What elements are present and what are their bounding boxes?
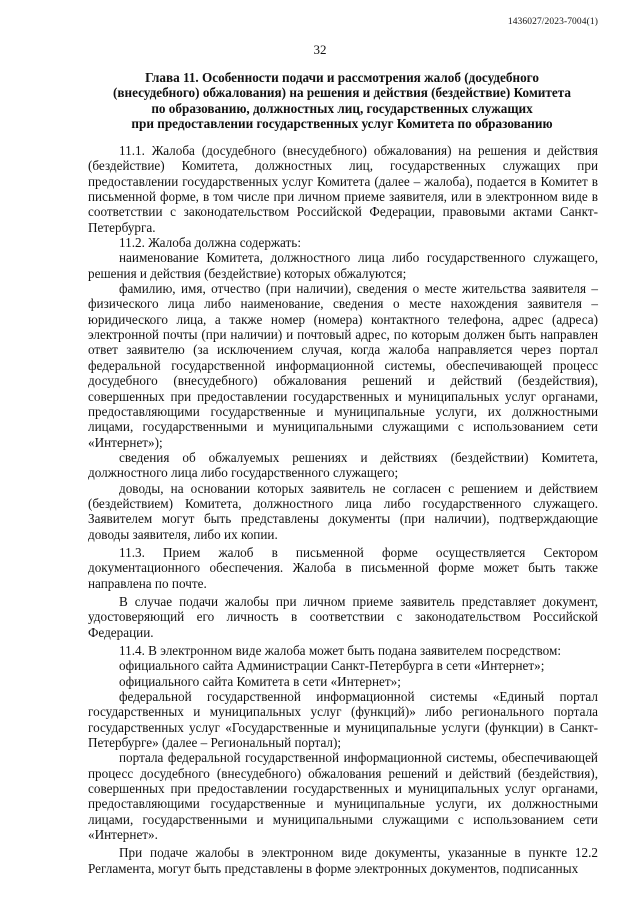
document-body	[88, 143, 598, 876]
chapter-title	[88, 70, 596, 132]
list-item: федеральной государственной информационной системы «Единый портал государственных и муниципальных услуг (функций)» либо регионального портала государственных услуг «Государственные и муниципальные услуги (функции) в Санкт-Петербурге» (далее – Региональный портал);	[88, 689, 598, 751]
paragraph: наименование Комитета, должностного лица либо государственного служащего, решения и действия (бездействие) которых обжалуются;	[88, 250, 598, 281]
chapter-title-line: (внесудебного) обжалования) на решения и действия (бездействие) Комитета	[113, 85, 571, 101]
paragraph: фамилию, имя, отчество (при наличии), сведения о месте жительства заявителя – физического лица либо наименование, сведения о месте нахождения заявителя – юридического лица, а также номер (номера) контактного телефона, адрес (адреса) электронной почты (при наличии) и почтовый адрес, по которым должен быть направлен ответ заявителю (за исключением случая, когда жалоба направляется через портал федеральной государственной информационной системы, обеспечивающей процесс досудебного (внесудебного) обжалования решений и действий (бездействия), совершенных при предоставлении государственных и муниципальных услуг органами, предоставляющими государственные и муниципальные услуги, их должностными лицами, государственными и муниципальными служащими с использованием сети «Интернет»);	[88, 281, 598, 450]
chapter-title-line: при предоставлении государственных услуг Комитета по образованию	[131, 116, 553, 132]
page-number: 32	[313, 42, 327, 57]
list-item: официального сайта Комитета в сети «Интернет»;	[119, 673, 401, 689]
chapter-title-line: Глава 11. Особенности подачи и рассмотрения жалоб (досудебного	[145, 70, 539, 85]
paragraph-11-4: 11.4. В электронном виде жалоба может быть подана заявителем посредством:	[119, 643, 562, 658]
paragraph: сведения об обжалуемых решениях и действиях (бездействии) Комитета, должностного лица либо государственного служащего;	[88, 449, 598, 481]
paragraph: При подаче жалобы в электронном виде документы, указанные в пункте 12.2 Регламента, могут быть представлены в форме электронных документов, подписанных	[88, 845, 598, 876]
paragraph-11-1: 11.1. Жалоба (досудебного (внесудебного) обжалования) на решения и действия (бездействие) Комитета, должностных лиц, государственных служащих при предоставлении государственных услуг Комитета (далее – жалоба), подается в Комитет в письменной форме, в том числе при личном приеме заявителя, или в электронном виде в соответствии с законодательством Российской Федерации, правовыми актами Санкт-Петербурга.	[88, 143, 598, 235]
document-id: 1436027/2023-7004(1)	[507, 17, 598, 27]
list-item: портала федеральной государственной информационной системы, обеспечивающей процесс досудебного (внесудебного) обжалования решений и действий (бездействия), совершенных при предоставлении государственных и муниципальных услуг органами, предоставляющими государственные и муниципальные услуги, их должностными лицами, государственными и муниципальными служащими с использованием сети «Интернет».	[88, 750, 598, 843]
paragraph: доводы, на основании которых заявитель не согласен с решением и действием (бездействием) Комитета, должностного лица либо государственного служащего. Заявителем могут быть представлены документы (при наличии), подтверждающие доводы заявителя, либо их копии.	[88, 480, 598, 542]
paragraph-11-3: 11.3. Прием жалоб в письменной форме осуществляется Сектором документационного обеспечения. Жалоба в письменной форме может быть также направлена по почте.	[88, 544, 598, 591]
paragraph: В случае подачи жалобы при личном приеме заявитель представляет документ, удостоверяющий его личность в соответствии с законодательством Российской Федерации.	[88, 593, 598, 640]
list-item: официального сайта Администрации Санкт-Петербурга в сети «Интернет»;	[119, 658, 545, 674]
paragraph-11-2: 11.2. Жалоба должна содержать:	[119, 235, 301, 251]
chapter-title-line: по образованию, должностных лиц, государственных служащих	[151, 100, 533, 116]
